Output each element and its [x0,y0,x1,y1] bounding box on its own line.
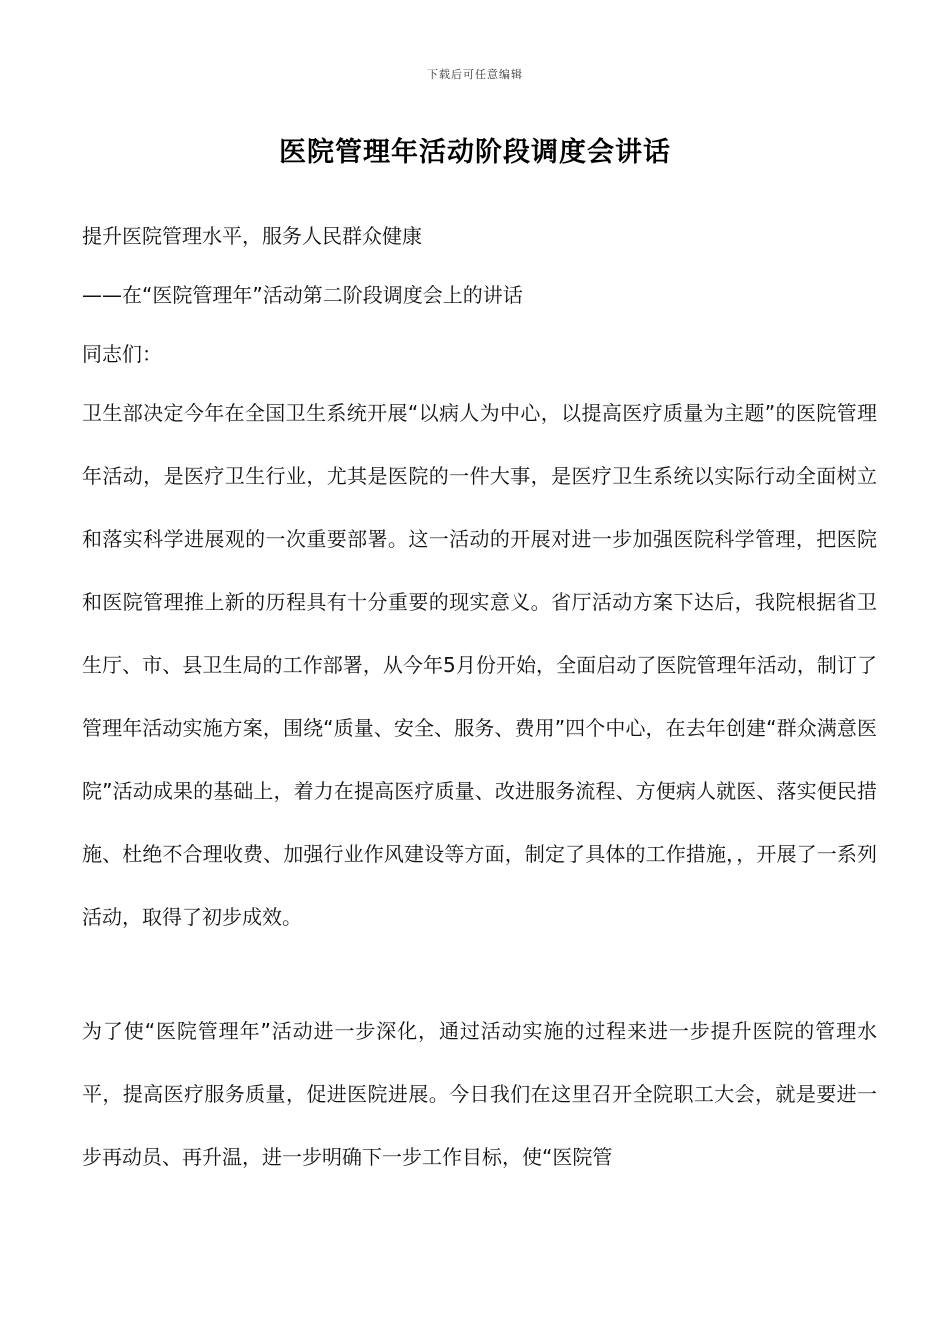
subtitle-line-1: 提升医院管理水平，服务人民群众健康 [82,224,422,248]
paragraph-2: 为了使“医院管理年”活动进一步深化，通过活动实施的过程来进一步提升医院的管理水平，提高医疗服务质量，促进医院进展。今日我们在这里召开全院职工大会，就是要进一步再动员、再升温，进一步明确下一步工作目标，使“医院管 [82,1019,877,1169]
header-note: 下载后可任意编辑 [427,68,523,81]
subtitle-line-2: ——在“医院管理年”活动第二阶段调度会上的讲话 [82,283,523,307]
paragraph-1: 卫生部决定今年在全国卫生系统开展“以病人为中心，以提高医疗质量为主题”的医院管理年活动，是医疗卫生行业，尤其是医院的一件大事，是医疗卫生系统以实际行动全面树立和落实科学进展观的一次重要部署。这一活动的开展对进一步加强医院科学管理，把医院和医院管理推上新的历程具有十分重要的现实意义。省厅活动方案下达后，我院根据省卫生厅、市、县卫生局的工作部署，从今年5月份开始，全面启动了医院管理年活动，制订了管理年活动实施方案，围绕“质量、安全、服务、费用”四个中心，在去年创建“群众满意医院”活动成果的基础上，着力在提高医疗质量、改进服务流程、方便病人就医、落实便民措施、杜绝不合理收费、加强行业作风建设等方面，制定了具体的工作措施，，开展了一系列活动，取得了初步成效。 [82,401,877,929]
salutation: 同志们： [82,342,162,366]
document-title: 医院管理年活动阶段调度会讲话 [279,137,671,168]
